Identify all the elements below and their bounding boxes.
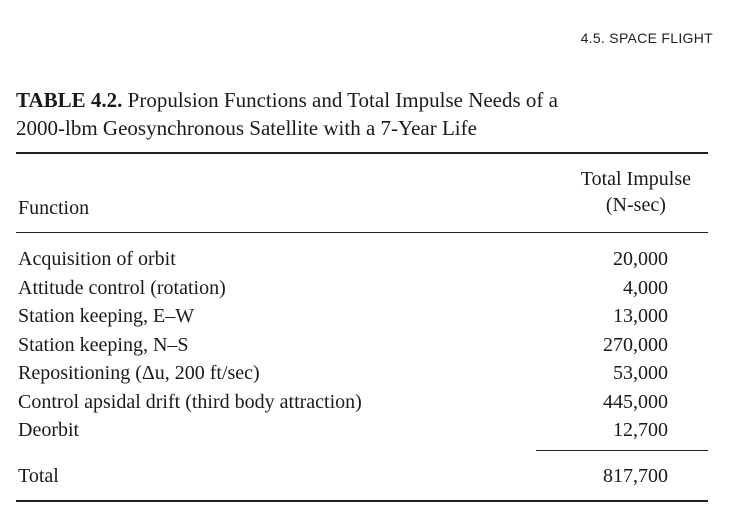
table-row [18,359,668,388]
table-row [18,274,668,303]
top-rule [16,152,708,154]
row-function: Station keeping, E–W [18,305,195,327]
header-rule [16,232,708,233]
row-impulse: 12,700 [613,419,668,441]
row-impulse: 270,000 [603,333,668,356]
row-impulse: 445,000 [603,390,668,413]
row-function: Acquisition of orbit [18,248,176,270]
table-caption [16,86,716,142]
row-function: Control apsidal drift (third body attraction) [18,390,362,413]
subtotal-rule [536,450,708,451]
table-row [18,388,668,417]
table-row [18,331,668,360]
column-header-function: Function [18,197,90,219]
total-impulse: 817,700 [603,465,668,487]
row-impulse: 20,000 [613,248,668,270]
row-function: Station keeping, N–S [18,333,189,356]
table-title-line1: Propulsion Functions and Total Impulse Needs of a [127,88,558,112]
column-header-impulse-line1: Total Impulse [580,168,691,190]
column-header-impulse-line2: (N-sec) [605,194,666,216]
row-impulse: 13,000 [613,305,668,327]
total-row [18,462,668,490]
row-function: Deorbit [18,419,80,441]
row-impulse: 4,000 [623,276,668,299]
running-head: 4.5. SPACE FLIGHT [580,30,713,46]
table-row [18,245,668,274]
row-function: Attitude control (rotation) [18,276,226,299]
table-body [18,245,668,445]
total-label: Total [18,465,59,487]
table-row [18,302,668,331]
table-title-line2: 2000-lbm Geosynchronous Satellite with a 7-Year Life [16,116,477,140]
table-label: TABLE 4.2. [16,88,123,112]
bottom-rule [16,500,708,502]
row-impulse: 53,000 [613,362,668,384]
row-function: Repositioning (Δu, 200 ft/sec) [18,362,260,384]
column-header-impulse [581,166,691,218]
table-row [18,416,668,445]
